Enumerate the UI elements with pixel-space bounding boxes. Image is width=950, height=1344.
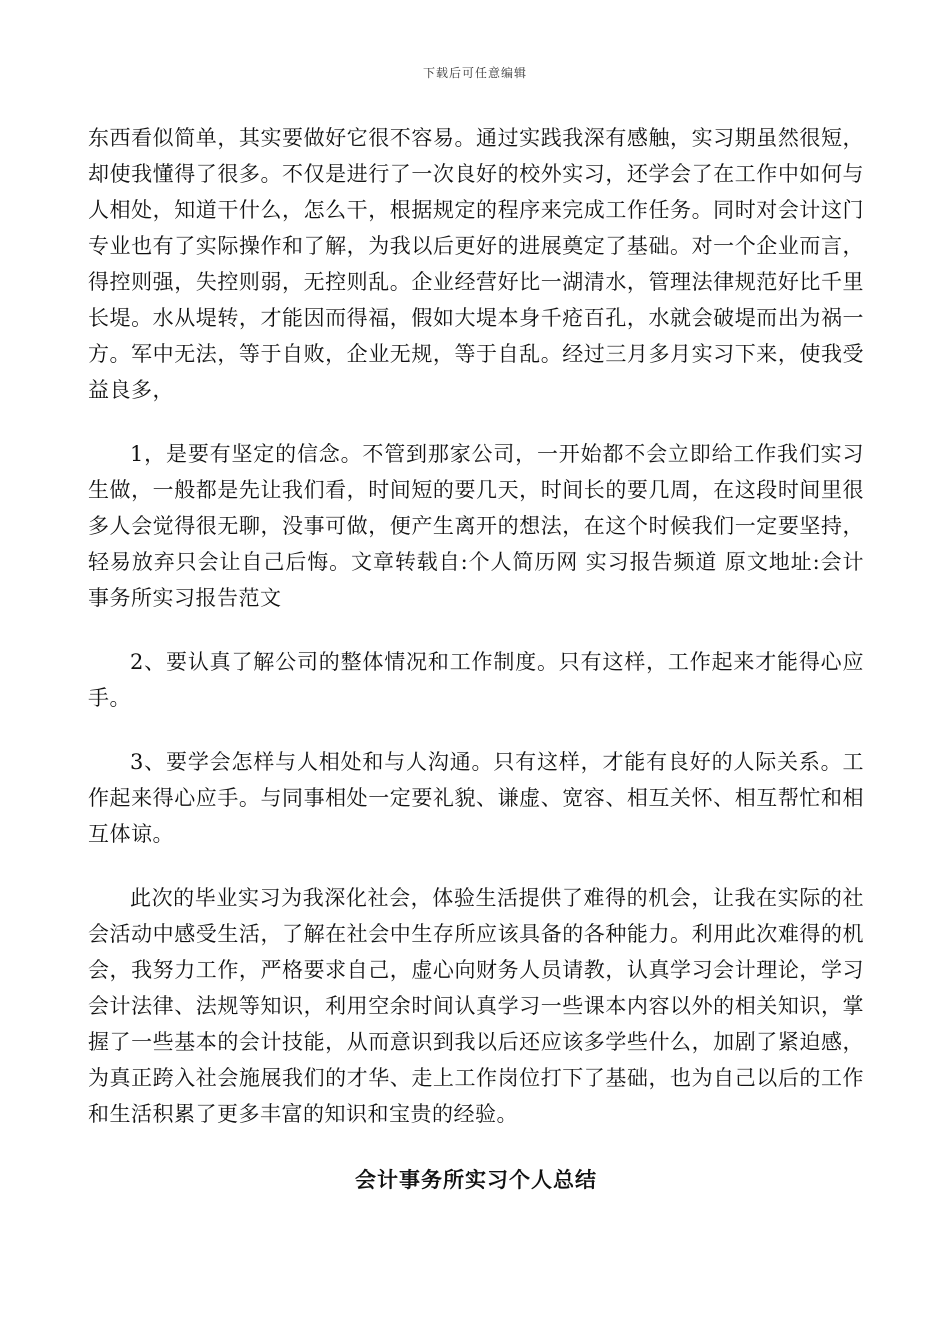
paragraph-point-1: 1，是要有坚定的信念。不管到那家公司，一开始都不会立即给工作我们实习生做，一般都是先让我们看，时间短的要几天，时间长的要几周，在这段时间里很多人会觉得很无聊，没事可做，便产生离开的想法，在这个时候我们一定要坚持，轻易放弃只会让自己后悔。文章转载自:个人简历网 实习报告频道 原文地址:会计事务所实习报告范文 — [88, 442, 864, 610]
section-title: 会计事务所实习个人总结 — [355, 1167, 597, 1192]
paragraph-conclusion: 此次的毕业实习为我深化社会，体验生活提供了难得的机会，让我在实际的社会活动中感受生活，了解在社会中生存所应该具备的各种能力。利用此次难得的机会，我努力工作，严格要求自己，虚心向财务人员请教，认真学习会计理论，学习会计法律、法规等知识，利用空余时间认真学习一些课本内容以外的相关知识，掌握了一些基本的会计技能，从而意识到我以后还应该多学些什么，加剧了紧迫感，为真正跨入社会施展我们的才华、走上工作岗位打下了基础，也为自己以后的工作和生活积累了更多丰富的知识和宝贵的经验。 — [88, 886, 864, 1126]
document-body — [88, 120, 864, 1198]
paragraph-continuation: 东西看似简单，其实要做好它很不容易。通过实践我深有感触，实习期虽然很短，却使我懂得了很多。不仅是进行了一次良好的校外实习，还学会了在工作中如何与人相处，知道干什么，怎么干，根据规定的程序来完成工作任务。同时对会计这门专业也有了实际操作和了解，为我以后更好的进展奠定了基础。对一个企业而言，得控则强，失控则弱，无控则乱。企业经营好比一湖清水，管理法律规范好比千里长堤。水从堤转，才能因而得福，假如大堤本身千疮百孔，水就会破堤而出为祸一方。军中无法，等于自败，企业无规，等于自乱。经过三月多月实习下来，使我受益良多， — [88, 126, 864, 402]
page-header-note: 下载后可任意编辑 — [422, 66, 527, 80]
paragraph-point-3: 3、要学会怎样与人相处和与人沟通。只有这样，才能有良好的人际关系。工作起来得心应手。与同事相处一定要礼貌、谦虚、宽容、相互关怀、相互帮忙和相互体谅。 — [88, 750, 864, 846]
paragraph-point-2: 2、要认真了解公司的整体情况和工作制度。只有这样，工作起来才能得心应手。 — [88, 650, 864, 710]
